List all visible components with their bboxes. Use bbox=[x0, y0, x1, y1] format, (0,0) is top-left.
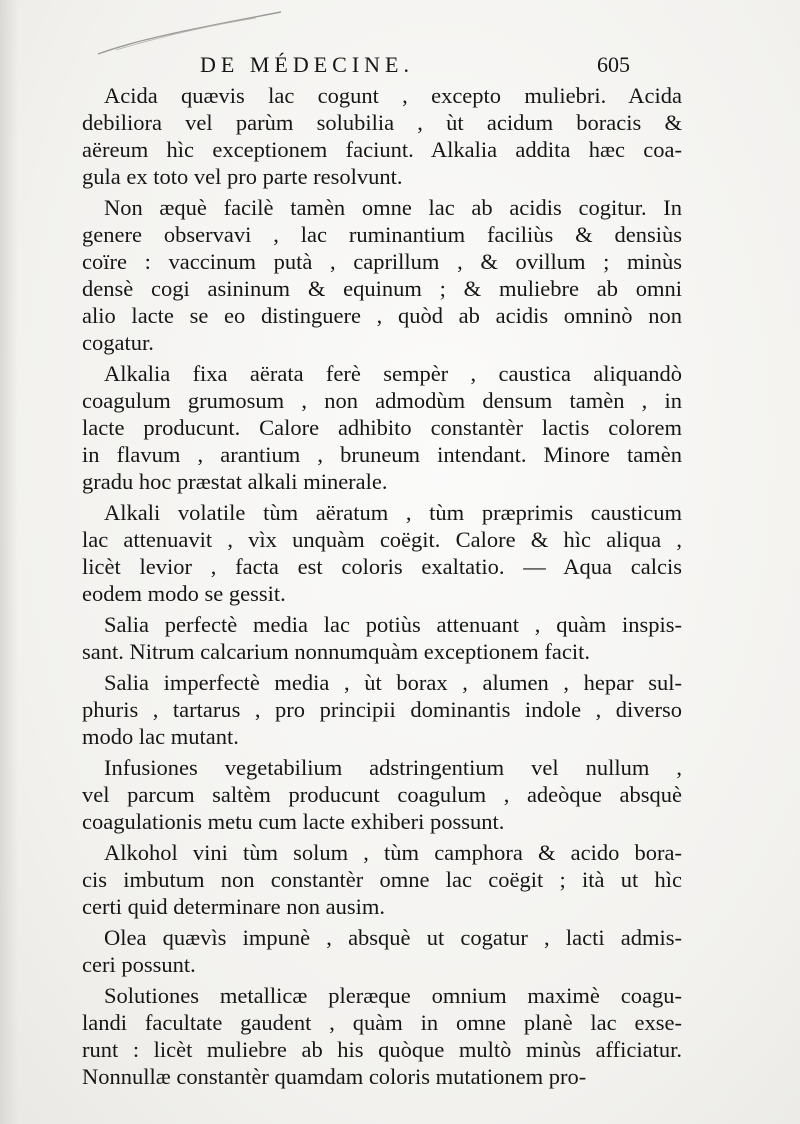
text-line: coagulum grumosum , non admodùm densum tamèn , in bbox=[82, 388, 682, 413]
text-line: gula ex toto vel pro parte resolvunt. bbox=[82, 164, 403, 189]
body-text bbox=[82, 82, 682, 1094]
text-line: Solutiones metallicæ pleræque omnium maximè coagu- bbox=[104, 983, 682, 1008]
text-line: ceri possunt. bbox=[82, 952, 196, 977]
text-line: genere observavi , lac ruminantium faciliùs & densiùs bbox=[82, 222, 682, 247]
text-line: lacte producunt. Calore adhibito constantèr lactis colorem bbox=[82, 415, 682, 440]
text-line: cis imbutum non constantèr omne lac coëgit ; ità ut hìc bbox=[82, 867, 682, 892]
paragraph bbox=[82, 982, 682, 1090]
paragraph bbox=[82, 924, 682, 978]
paragraph bbox=[82, 499, 682, 607]
text-line: coïre : vaccinum putà , caprillum , & ovillum ; minùs bbox=[82, 249, 682, 274]
text-line: coagulationis metu cum lacte exhiberi possunt. bbox=[82, 809, 505, 834]
text-line: debiliora vel parùm solubilia , ùt acidum boracis & bbox=[82, 110, 682, 135]
text-line: Alkalia fixa aërata ferè sempèr , caustica aliquandò bbox=[104, 361, 682, 386]
text-line: landi facultate gaudent , quàm in omne planè lac exse- bbox=[82, 1010, 682, 1035]
text-line: densè cogi asininum & equinum ; & muliebre ab omni bbox=[82, 276, 682, 301]
binding-shadow bbox=[0, 0, 18, 1124]
paragraph bbox=[82, 360, 682, 495]
text-line: Acida quævis lac cogunt , excepto muliebri. Acida bbox=[104, 83, 682, 108]
text-line: alio lacte se eo distinguere , quòd ab acidis omninò non bbox=[82, 303, 682, 328]
text-line: phuris , tartarus , pro principii dominantis indole , diverso bbox=[82, 697, 682, 722]
page-number: 605 bbox=[597, 52, 630, 77]
text-line: sant. Nitrum calcarium nonnumquàm exceptionem facit. bbox=[82, 639, 590, 664]
text-line: Salia perfectè media lac potiùs attenuant , quàm inspis- bbox=[104, 612, 682, 637]
paragraph bbox=[82, 839, 682, 920]
text-line: modo lac mutant. bbox=[82, 724, 239, 749]
text-line: eodem modo se gessit. bbox=[82, 581, 286, 606]
text-line: Olea quævìs impunè , absquè ut cogatur , lacti admis- bbox=[104, 925, 682, 950]
paragraph bbox=[82, 82, 682, 190]
text-line: Salia imperfectè media , ùt borax , alumen , hepar sul- bbox=[104, 670, 682, 695]
text-line: aëreum hìc exceptionem faciunt. Alkalia addita hæc coa- bbox=[82, 137, 682, 162]
paragraph bbox=[82, 611, 682, 665]
text-line: Non æquè facilè tamèn omne lac ab acidis cogitur. In bbox=[104, 195, 682, 220]
text-line: cogatur. bbox=[82, 330, 154, 355]
text-line: Alkali volatile tùm aëratum , tùm præprimis causticum bbox=[104, 500, 682, 525]
paragraph bbox=[82, 669, 682, 750]
text-line: lac attenuavit , vìx unquàm coëgit. Calore & hìc aliqua , bbox=[82, 527, 682, 552]
text-line: licèt levior , facta est coloris exaltatio. — Aqua calcis bbox=[82, 554, 682, 579]
text-line: runt : licèt muliebre ab his quòque multò minùs afficiatur. bbox=[82, 1037, 682, 1062]
text-line: gradu hoc præstat alkali minerale. bbox=[82, 469, 388, 494]
text-line: Infusiones vegetabilium adstringentium vel nullum , bbox=[104, 755, 682, 780]
paragraph bbox=[82, 194, 682, 356]
text-line: Nonnullæ constantèr quamdam coloris mutationem pro- bbox=[82, 1064, 587, 1089]
page-header bbox=[200, 52, 630, 82]
text-line: vel parcum saltèm producunt coagulum , adeòque absquè bbox=[82, 782, 682, 807]
running-head: DE MÉDECINE. bbox=[200, 52, 414, 77]
text-line: in flavum , arantium , bruneum intendant. Minore tamèn bbox=[82, 442, 682, 467]
paragraph bbox=[82, 754, 682, 835]
text-line: Alkohol vini tùm solum , tùm camphora & acido bora- bbox=[104, 840, 682, 865]
text-line: certi quid determinare non ausim. bbox=[82, 894, 386, 919]
